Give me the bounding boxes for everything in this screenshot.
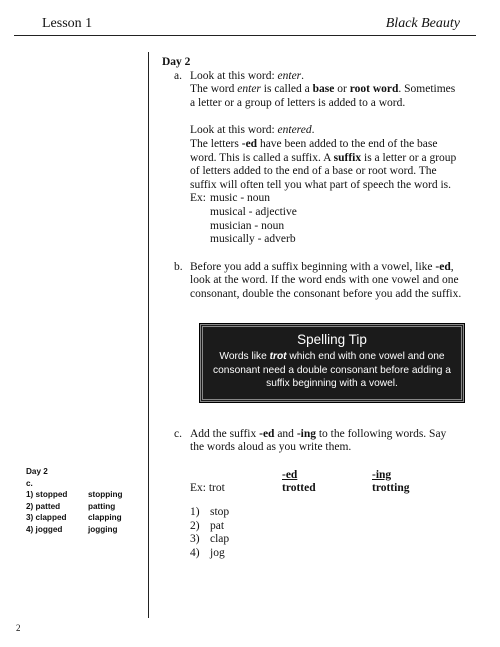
text: is called a (260, 83, 313, 96)
base-word-paragraph (190, 83, 462, 110)
item-word: stop (210, 505, 230, 518)
word-enter-italic: enter (237, 83, 261, 96)
item-number: 2) (190, 519, 200, 532)
text: The word (190, 83, 238, 96)
book-title: Black Beauty (385, 16, 460, 31)
example-item: musically - adverb (210, 233, 296, 246)
example-list (210, 192, 297, 246)
text: and (274, 427, 297, 440)
period: . (311, 124, 315, 137)
list-item (190, 520, 462, 534)
look-entered (190, 124, 462, 138)
day-title: Day 2 (162, 56, 191, 68)
header-rule (14, 35, 476, 36)
answer-row (26, 524, 123, 536)
bold-ed: -ed (435, 260, 451, 273)
spelling-tip-title: Spelling Tip (297, 331, 367, 347)
section-a (162, 70, 462, 247)
ex-trotting: trotting (372, 482, 410, 495)
answer-key (26, 466, 123, 536)
answer-ing: stopping (88, 490, 123, 500)
answer-day: Day 2 (26, 467, 48, 476)
example-item: music - noun (210, 192, 271, 205)
answer-row (26, 501, 123, 513)
bold-base: base (312, 83, 335, 96)
item-word: jog (210, 546, 225, 559)
text: , look at the word. If the word ends with one vowel and one consonant, double the consonant before you add the suffix. (190, 260, 462, 300)
answer-ed: 2) patted (26, 501, 61, 511)
answer-row (26, 489, 123, 501)
answer-ed: 1) stopped (26, 490, 68, 500)
period: . (301, 69, 305, 82)
bold-ed: -ed (241, 137, 258, 150)
column-ing: -ing (372, 468, 392, 481)
text: Add the suffix (190, 427, 260, 440)
spelling-tip-body (209, 350, 455, 391)
examples (190, 192, 462, 246)
answer-ed: 4) jogged (26, 524, 63, 534)
word-list (162, 506, 462, 560)
look-text: Look at this word: (190, 69, 275, 82)
section-b (162, 261, 462, 302)
bold-root-word: root word (349, 83, 399, 96)
text: to the following words. Say the words aloud as you write them. (190, 427, 447, 454)
item-number: 4) (190, 546, 200, 559)
bold-ing: -ing (296, 427, 316, 440)
answer-ing: jogging (88, 524, 118, 534)
column-ed: -ed (282, 468, 298, 481)
page-number: 2 (16, 623, 21, 633)
spelling-tip-box (200, 324, 464, 402)
answer-section: c. (26, 478, 33, 488)
ex-trotted: trotted (282, 482, 316, 495)
lesson-header: Lesson 1 (42, 16, 93, 31)
text: is a letter or a group of letters added to the end of a base or root word. The suffix will often tell you what part of speech the word is. (190, 151, 457, 191)
text: The letters (190, 137, 242, 150)
item-number: 1) (190, 505, 200, 518)
text: which end with one vowel and one consonant need a double consonant before adding a suffix beginning with a vowel. (213, 351, 451, 390)
list-item (190, 547, 462, 561)
table-header (190, 469, 462, 483)
answer-row (26, 512, 123, 524)
word-trot: trot (269, 351, 287, 363)
item-number: 3) (190, 533, 200, 546)
word-entered: entered (277, 124, 312, 137)
lesson-body (162, 56, 462, 560)
suffix-paragraph (190, 138, 462, 192)
suffix-table (162, 469, 462, 496)
item-word: pat (210, 519, 225, 532)
ex-label: Ex: (190, 192, 206, 205)
bold-suffix: suffix (333, 151, 362, 164)
answer-ing: clapping (88, 513, 122, 523)
table-example-row (190, 482, 462, 496)
section-c-label: c. (174, 427, 182, 440)
text: have been added to the end of the base word. This is called a suffix. A (190, 137, 438, 164)
text: Before you add a suffix beginning with a vowel, like (190, 260, 436, 273)
text: or (334, 83, 350, 96)
bold-ed: -ed (259, 427, 275, 440)
example-item: musical - adjective (210, 205, 297, 218)
text: . Sometimes a letter or a group of letters is added to a word. (190, 83, 456, 109)
section-c (162, 428, 462, 455)
section-a-label: a. (174, 69, 182, 82)
list-item (190, 533, 462, 547)
ex-trot: Ex: trot (190, 482, 225, 495)
answer-ing: patting (88, 501, 116, 511)
look-enter (190, 70, 462, 84)
example-item: musician - noun (210, 219, 285, 232)
answer-ed: 3) clapped (26, 513, 67, 523)
look-text: Look at this word: (190, 124, 275, 137)
item-word: clap (210, 533, 230, 546)
word-enter: enter (277, 69, 302, 82)
text: Words like (219, 351, 270, 363)
margin-rule (148, 52, 149, 618)
list-item (190, 506, 462, 520)
section-b-label: b. (174, 260, 183, 273)
